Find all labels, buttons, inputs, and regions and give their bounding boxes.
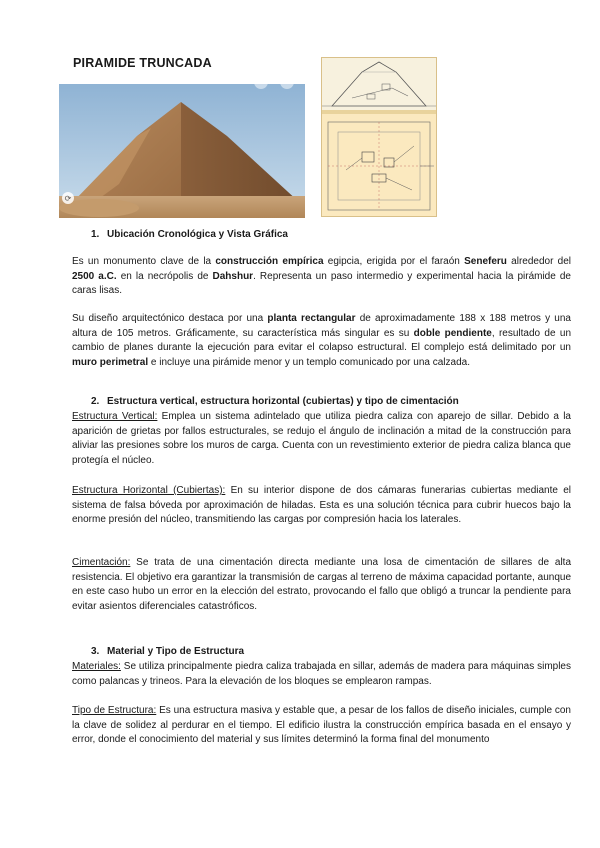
underlined-label: Tipo de Estructura: [72, 705, 157, 716]
section-2-title: Estructura vertical, estructura horizontal (cubiertas) y tipo de cimentación [107, 396, 459, 407]
text-run: . Representa un paso intermedio y experimental hacia la pirámide de caras lisas. [72, 270, 571, 296]
section-1-heading [91, 229, 288, 240]
text-run: de aproximadamente 188 x 188 metros y una altura de 105 metros. Gráficamente, su característica más singular es su [72, 313, 571, 339]
bold-run: Dahshur [212, 270, 254, 282]
underlined-label: Estructura Horizontal (Cubiertas): [72, 485, 226, 496]
section-2-heading [91, 396, 459, 407]
underlined-label: Cimentación: [72, 557, 131, 568]
section-2-paragraph-vertical [72, 410, 571, 468]
section-1-title: Ubicación Cronológica y Vista Gráfica [107, 229, 288, 240]
pyramid-photo [59, 84, 305, 218]
text-run: Se utiliza principalmente piedra caliza trabajada en sillar, además de madera para máquinas simples como palancas y trineos. Para la elevación de los bloques se emplearon rampas. [72, 661, 571, 687]
bold-run: 2500 a.C. [72, 270, 117, 282]
text-run: alrededor del [506, 256, 572, 267]
section-2-number: 2. [91, 396, 100, 407]
pyramid-plan-drawing [321, 57, 437, 217]
section-3-paragraph-materiales [72, 660, 571, 689]
section-1-paragraph-2 [72, 312, 571, 370]
bold-run: construcción empírica [215, 256, 324, 267]
bold-run: muro perimetral [72, 356, 149, 368]
text-run: egipcia, erigida por el faraón [323, 256, 465, 267]
section-3-paragraph-tipo [72, 704, 571, 748]
section-1-paragraph-1 [72, 255, 571, 299]
text-run: Es un monumento clave de la [72, 256, 216, 267]
text-run: en la necrópolis de [116, 270, 213, 282]
section-2-paragraph-horizontal [72, 484, 571, 528]
page-title: PIRAMIDE TRUNCADA [73, 56, 212, 70]
bold-run: Seneferu [464, 256, 507, 267]
section-1-number: 1. [91, 229, 100, 240]
text-run: Su diseño arquitectónico destaca por una [72, 313, 268, 324]
bold-run: planta rectangular [267, 313, 356, 324]
bold-run: doble pendiente [413, 327, 492, 339]
section-3-title: Material y Tipo de Estructura [107, 646, 245, 657]
section-3-number: 3. [91, 646, 100, 657]
text-run: , resultado de un cambio de planes durante la ejecución para evitar el colapso estructural. El complejo está delimitado por un [72, 327, 572, 353]
section-3-heading [91, 646, 244, 657]
text-run: Es una estructura masiva y estable que, a pesar de los fallos de diseño iniciales, cumple con la clave de solidez al perdurar en el tiempo. El edificio ilustra la construcción empírica basada en el ensayo y error, donde el conocimiento del material y sus límites determinó la forma final del monumento [72, 705, 571, 745]
section-2-paragraph-cimentacion [72, 556, 571, 614]
photo-badge-icon: ⟳ [64, 194, 72, 203]
underlined-label: Materiales: [72, 661, 121, 672]
underlined-label: Estructura Vertical: [72, 411, 158, 422]
text-run: En su interior dispone de dos cámaras funerarias cubiertas mediante el sistema de falsa bóveda por aproximación de hiladas. Esta es una solución técnica para cubrir huecos bajo la enorme presión del núcleo, transmitiendo las cargas por compresión hacia los laterales. [72, 485, 571, 525]
text-run: Se trata de una cimentación directa mediante una losa de cimentación de sillares de alta resistencia. El objetivo era garantizar la transmisión de cargas al terreno de máxima capacidad portante, aunque en este caso hubo un error en la elección del estrato, provocando el fallo que obligó a truncar la pendiente para evitar asientos diferenciales catastróficos. [72, 557, 571, 612]
text-run: e incluye una pirámide menor y un templo comunicado por una calzada. [148, 356, 470, 368]
text-run: Emplea un sistema adintelado que utiliza piedra caliza con aparejo de sillar. Debido a la aparición de grietas por fallos estructurales, se redujo el ángulo de inclinación a mitad de la construcción para aliviar las presiones sobre los muros de carga. Cuenta con un revestimiento exterior de piedra caliza blanca que protegía el núcleo. [72, 411, 571, 466]
